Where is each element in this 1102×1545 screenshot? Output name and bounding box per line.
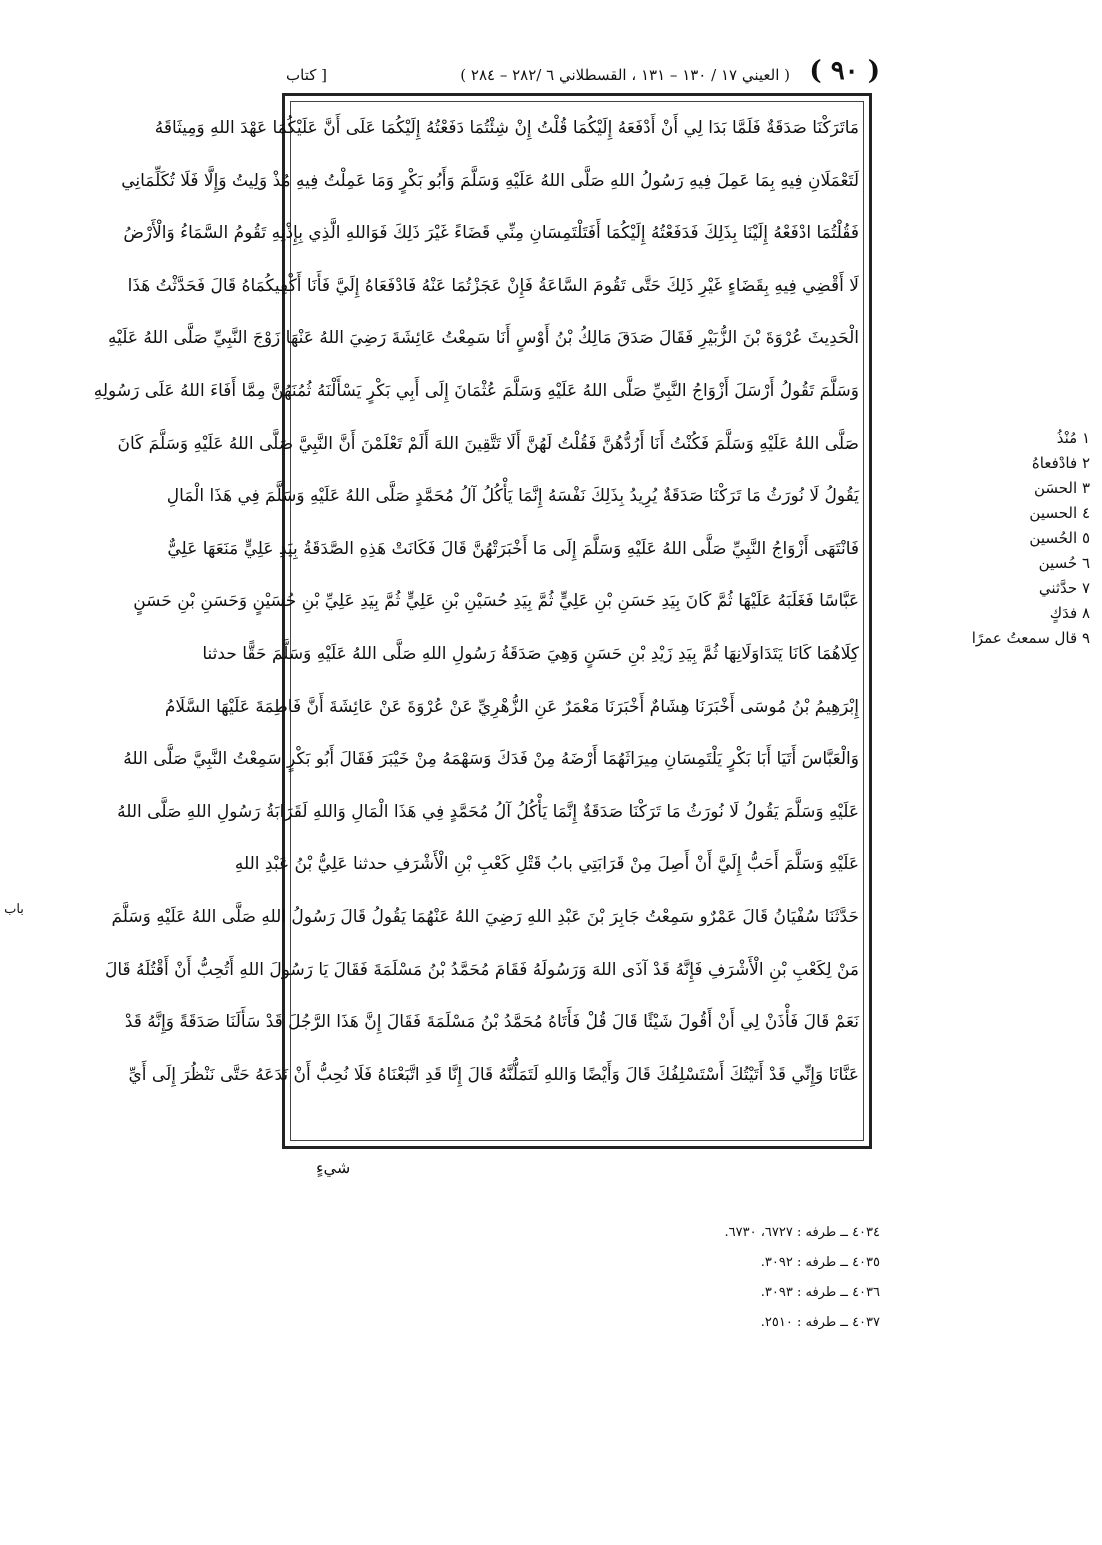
- variant-a: ٩ قال سمعتُ عمرًا: [971, 629, 1090, 647]
- footnote: ٤٠٣٥ ــ طرفه : ٣٠٩٢.: [760, 1255, 880, 1270]
- variant-pair: [910, 575, 1090, 625]
- variant-a: ١ مُنْذُ: [1056, 429, 1090, 447]
- text-line: لَتَعْمَلَانِ فِيهِ بِمَا عَمِلَ فِيهِ رَسُولُ اللهِ صَلَّى اللهُ عَلَيْهِ وَسَلَّمَ وَأَبُو بَكْرٍ وَمَا عَمِلْتُ فِيهِ مُذْ وَلِيتُ وَإِلَّا فَلَا تُكَلِّمَانِي: [121, 170, 859, 191]
- hadith-ref-4036: [0, 784, 40, 824]
- variant-pair: [910, 425, 1090, 475]
- text-line: فَقُلْتُمَا ادْفَعْهُ إِلَيْنَا بِذَلِكَ فَدَفَعْتُهُ إِلَيْكُمَا أَفَتَلْتَمِسَانِ مِنِّي قَضَاءً غَيْرَ ذَلِكَ فَوَاللهِ الَّذِي بِإِذْنِهِ تَقُومُ السَّمَاءُ وَالْأَرْضُ: [123, 223, 859, 244]
- text-line: كِلَاهُمَا كَانَا يَتَدَاوَلَانِهَا ثُمَّ بِيَدِ زَيْدِ بْنِ حَسَنٍ وَهِيَ صَدَقَةُ رَسُولِ اللهِ صَلَّى اللهُ عَلَيْهِ وَسَلَّمَ حَقًّا حدثنا: [202, 643, 859, 664]
- text-line: عَلَيْهِ وَسَلَّمَ أَحَبُّ إِلَيَّ أَنْ أَصِلَ مِنْ قَرَابَتِي بابُ قَتْلِ كَعْبِ بْنِ الْأَشْرَفِ حدثنا عَلِيُّ بْنُ عَبْدِ اللهِ: [234, 854, 859, 875]
- text-line: عَبَّاسًا فَغَلَبَهُ عَلَيْهَا ثُمَّ كَانَ بِيَدِ حَسَنِ بْنِ عَلِيٍّ ثُمَّ بِيَدِ حُسَيْنِ بْنِ عَلِيٍّ ثُمَّ بِيَدِ عَلِيِّ بْنِ حُسَيْنٍ وَحَسَنِ بْنِ حَسَنٍ: [133, 591, 859, 612]
- text-line: وَسَلَّمَ تَقُولُ أَرْسَلَ أَزْوَاجُ النَّبِيِّ صَلَّى اللهُ عَلَيْهِ وَسَلَّمَ عُثْمَانَ إِلَى أَبِي بَكْرٍ يَسْأَلْنَهُ ثُمُنَهُنَّ مِمَّا أَفَاءَ اللهُ عَلَى رَسُولِهِ: [93, 380, 859, 401]
- variant-b: ٨ فدَكٍ: [1049, 604, 1090, 622]
- variant-b: ٦ حُسين: [1038, 554, 1090, 572]
- catchword: شيءٍ: [316, 1158, 351, 1177]
- variant-pair: [910, 625, 1090, 675]
- variant-a: ٧ حدَّثني: [1038, 579, 1090, 597]
- text-line: عَنَّانَا وَإِنِّي قَدْ أَتَيْتُكَ أَسْتَسْلِفُكَ قَالَ وَأَيْضًا وَاللهِ لَتَمَلُّنَّهُ قَالَ إِنَّا قَدِ اتَّبَعْنَاهُ فَلَا نُحِبُّ أَنْ نَدَعَهُ حَتَّى نَنْظُرَ إِلَى أَيِّ: [128, 1064, 859, 1085]
- text-line: فَانْتَهَى أَزْوَاجُ النَّبِيِّ صَلَّى اللهُ عَلَيْهِ وَسَلَّمَ إِلَى مَا أَخْبَرَتْهُنَّ قَالَ فَكَانَتْ هَذِهِ الصَّدَقَةُ بِيَدِ عَلِيٍّ مَنَعَهَا عَلِيٌّ: [167, 538, 859, 559]
- text-line: إِبْرَهِيمُ بْنُ مُوسَى أَخْبَرَنَا هِشَامٌ أَخْبَرَنَا مَعْمَرٌ عَنِ الزُّهْرِيِّ عَنْ عُرْوَةَ عَنْ عَائِشَةَ أَنَّ فَاطِمَةَ عَلَيْهَا السَّلَامُ: [164, 696, 859, 717]
- variant-readings: [910, 425, 1090, 675]
- page-header: [286, 56, 880, 90]
- footnote: ٤٠٣٤ ــ طرفه : ٦٧٢٧، ٦٧٣٠.: [724, 1225, 880, 1240]
- text-line: الْحَدِيثَ عُرْوَةَ بْنَ الزُّبَيْرِ فَقَالَ صَدَقَ مَالِكُ بْنُ أَوْسٍ أَنَا سَمِعْتُ عَائِشَةَ رَضِيَ اللهُ عَنْهَا زَوْجَ النَّبِيِّ صَلَّى اللهُ عَلَيْهِ: [108, 328, 859, 349]
- text-line: حَدَّثَنَا سُفْيَانُ قَالَ عَمْرٌو سَمِعْتُ جَابِرَ بْنَ عَبْدِ اللهِ رَضِيَ اللهُ عَنْهُمَا يَقُولُ قَالَ رَسُولُ اللهِ صَلَّى اللهُ عَلَيْهِ وَسَلَّمَ: [111, 906, 859, 927]
- book-title: [ كتاب: [286, 66, 327, 84]
- variant-pair: [910, 525, 1090, 575]
- hadith-ref-4035: [0, 676, 40, 716]
- text-frame: [93, 93, 872, 1149]
- variant-a: ٥ الحُسين: [1029, 529, 1090, 547]
- footnote: ٤٠٣٦ ــ طرفه : ٣٠٩٣.: [760, 1285, 880, 1300]
- variant-b: ٢ فادْفعاهُ: [1031, 454, 1090, 472]
- text-line: مَاتَرَكْنَا صَدَقَةٌ فَلَمَّا بَدَا لِي أَنْ أَدْفَعَهُ إِلَيْكُمَا قُلْتُ إِنْ شِئْتُمَا دَفَعْتُهُ إِلَيْكُمَا عَلَى أَنَّ عَلَيْكُمَا عَهْدَ اللهِ وَمِيثَاقَهُ: [154, 118, 859, 138]
- text-line: عَلَيْهِ وَسَلَّمَ يَقُولُ لَا نُورَثُ مَا تَرَكْنَا صَدَقَةٌ إِنَّمَا يَأْكُلُ آلُ مُحَمَّدٍ فِي هَذَا الْمَالِ وَاللهِ لَقَرَابَةُ رَسُولِ اللهِ صَلَّى اللهُ: [117, 801, 859, 822]
- variant-b: ٤ الحسين: [1029, 504, 1090, 522]
- text-line: صَلَّى اللهُ عَلَيْهِ وَسَلَّمَ فَكُنْتُ أَنَا أَرُدُّهُنَّ فَقُلْتُ لَهُنَّ أَلَا تَتَّقِينَ اللهَ أَلَمْ تَعْلَمْنَ أَنَّ النَّبِيَّ صَلَّى اللهُ عَلَيْهِ وَسَلَّمَ كَانَ: [117, 433, 859, 454]
- bab-number: باب: [4, 902, 24, 917]
- footnote: ٤٠٣٧ ــ طرفه : ٢٥١٠.: [760, 1315, 880, 1330]
- text-line: لَا أَقْضِي فِيهِ بِقَضَاءٍ غَيْرِ ذَلِكَ حَتَّى تَقُومَ السَّاعَةُ فَإِنْ عَجَزْتُمَا عَنْهُ فَادْفَعَاهُ إِلَيَّ فَأَنَا أَكْفِيكُمَاهُ قَالَ فَحَدَّثْتُ هَذَا: [127, 275, 859, 296]
- text-line: نَعَمْ قَالَ فَأْذَنْ لِي أَنْ أَقُولَ شَيْئًا قَالَ قُلْ فَأَتَاهُ مُحَمَّدُ بْنُ مَسْلَمَةَ فَقَالَ إِنَّ هَذَا الرَّجُلَ قَدْ سَأَلَنَا صَدَقَةً وَإِنَّهُ قَدْ: [124, 1012, 859, 1033]
- hadith-ref-4034: [0, 278, 40, 318]
- variant-b: [910, 650, 1090, 675]
- main-text: [93, 102, 859, 1101]
- page-number: ( ٩٠ ): [809, 56, 880, 86]
- text-line: مَنْ لِكَعْبِ بْنِ الْأَشْرَفِ فَإِنَّهُ قَدْ آذَى اللهَ وَرَسُولَهُ فَقَامَ مُحَمَّدُ بْنُ مَسْلَمَةَ فَقَالَ يَا رَسُولَ اللهِ أَتُحِبُّ أَنْ أَقْتُلَهُ قَالَ: [105, 959, 859, 980]
- variant-pair: [910, 475, 1090, 525]
- variant-a: ٣ الحسَن: [1033, 479, 1090, 497]
- footnotes: [640, 1218, 880, 1338]
- hadith-ref-4037: [0, 902, 40, 942]
- text-line: وَالْعَبَّاسَ أَتَيَا أَبَا بَكْرٍ يَلْتَمِسَانِ مِيرَاثَهُمَا أَرْضَهُ مِنْ فَدَكَ وَسَهْمَهُ مِنْ خَيْبَرَ فَقَالَ أَبُو بَكْرٍ سَمِعْتُ النَّبِيَّ صَلَّى اللهُ: [123, 749, 859, 770]
- commentary-references: ( العيني ١٧ / ١٣٠ – ١٣١ ، القسطلاني ٦ /٢٨٢ – ٢٨٤ ): [460, 66, 790, 84]
- text-line: يَقُولُ لَا نُورَثُ مَا تَرَكْنَا صَدَقَةٌ يُرِيدُ بِذَلِكَ نَفْسَهُ إِنَّمَا يَأْكُلُ آلُ مُحَمَّدٍ صَلَّى اللهُ عَلَيْهِ وَسَلَّمَ فِي هَذَا الْمَالِ: [166, 486, 859, 507]
